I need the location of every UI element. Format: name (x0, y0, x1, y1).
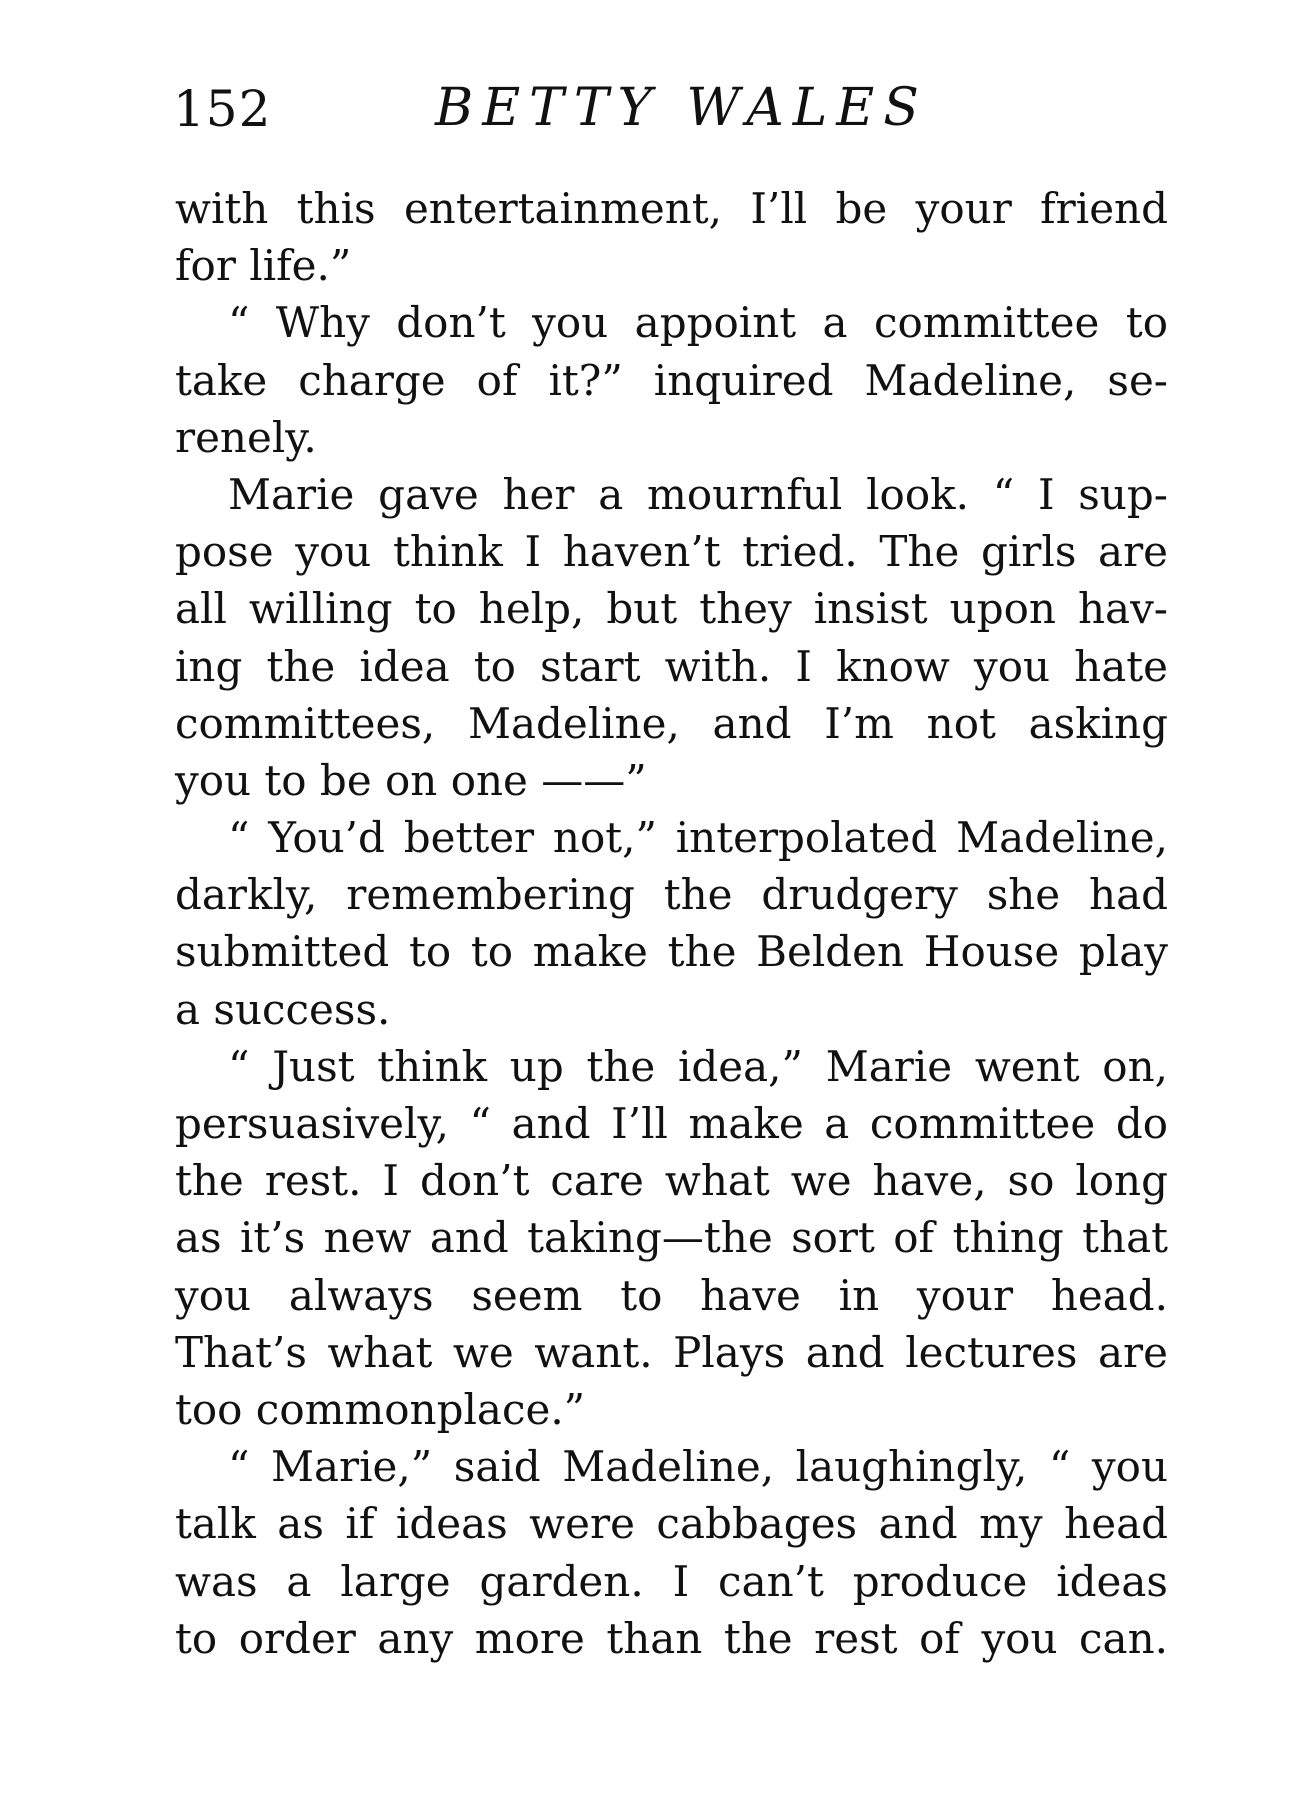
text-line: you to be on one ——” (175, 755, 647, 805)
text-line: a success. (175, 984, 391, 1034)
text-line: “ You’d better not,” interpolated Madeline, (228, 813, 1168, 863)
text-line: for life.” (175, 241, 352, 291)
text-line: too commonplace.” (175, 1384, 586, 1434)
text-line: with this entertainment, I’ll be your friend (175, 184, 1168, 233)
text-line: “ Marie,” said Madeline, laughingly, “ you (228, 1442, 1168, 1492)
text-line: renely. (175, 412, 317, 462)
text-line: you always seem to have in your head. (175, 1270, 1168, 1320)
running-title: BETTY WALES (435, 78, 928, 138)
text-line: darkly, remembering the drudgery she had (175, 870, 1168, 920)
text-line: pose you think I haven’t tried. The girls are (175, 527, 1168, 577)
text-line: to order any more than the rest of you can. (175, 1613, 1168, 1663)
text-line: “ Why don’t you appoint a committee to (228, 298, 1168, 348)
text-line: Marie gave her a mournful look. “ I sup- (228, 469, 1168, 519)
text-line: talk as if ideas were cabbages and my head (175, 1499, 1168, 1549)
text-line: ing the idea to start with. I know you hate (175, 641, 1168, 691)
text-line: committees, Madeline, and I’m not asking (175, 698, 1168, 748)
text-line: was a large garden. I can’t produce ideas (175, 1556, 1168, 1606)
page-header (173, 78, 1173, 158)
text-line: take charge of it?” inquired Madeline, se- (175, 355, 1168, 405)
body-text (175, 180, 1168, 1667)
text-line: persuasively, “ and I’ll make a committee do (175, 1099, 1168, 1148)
page-number: 152 (173, 80, 272, 138)
text-line: “ Just think up the idea,” Marie went on, (228, 1041, 1168, 1091)
text-line: That’s what we want. Plays and lectures are (175, 1327, 1168, 1377)
text-line: submitted to to make the Belden House play (175, 927, 1168, 977)
text-line: as it’s new and taking—the sort of thing that (175, 1213, 1168, 1263)
text-line: the rest. I don’t care what we have, so long (175, 1156, 1168, 1206)
text-line: all willing to help, but they insist upon hav- (175, 584, 1168, 634)
